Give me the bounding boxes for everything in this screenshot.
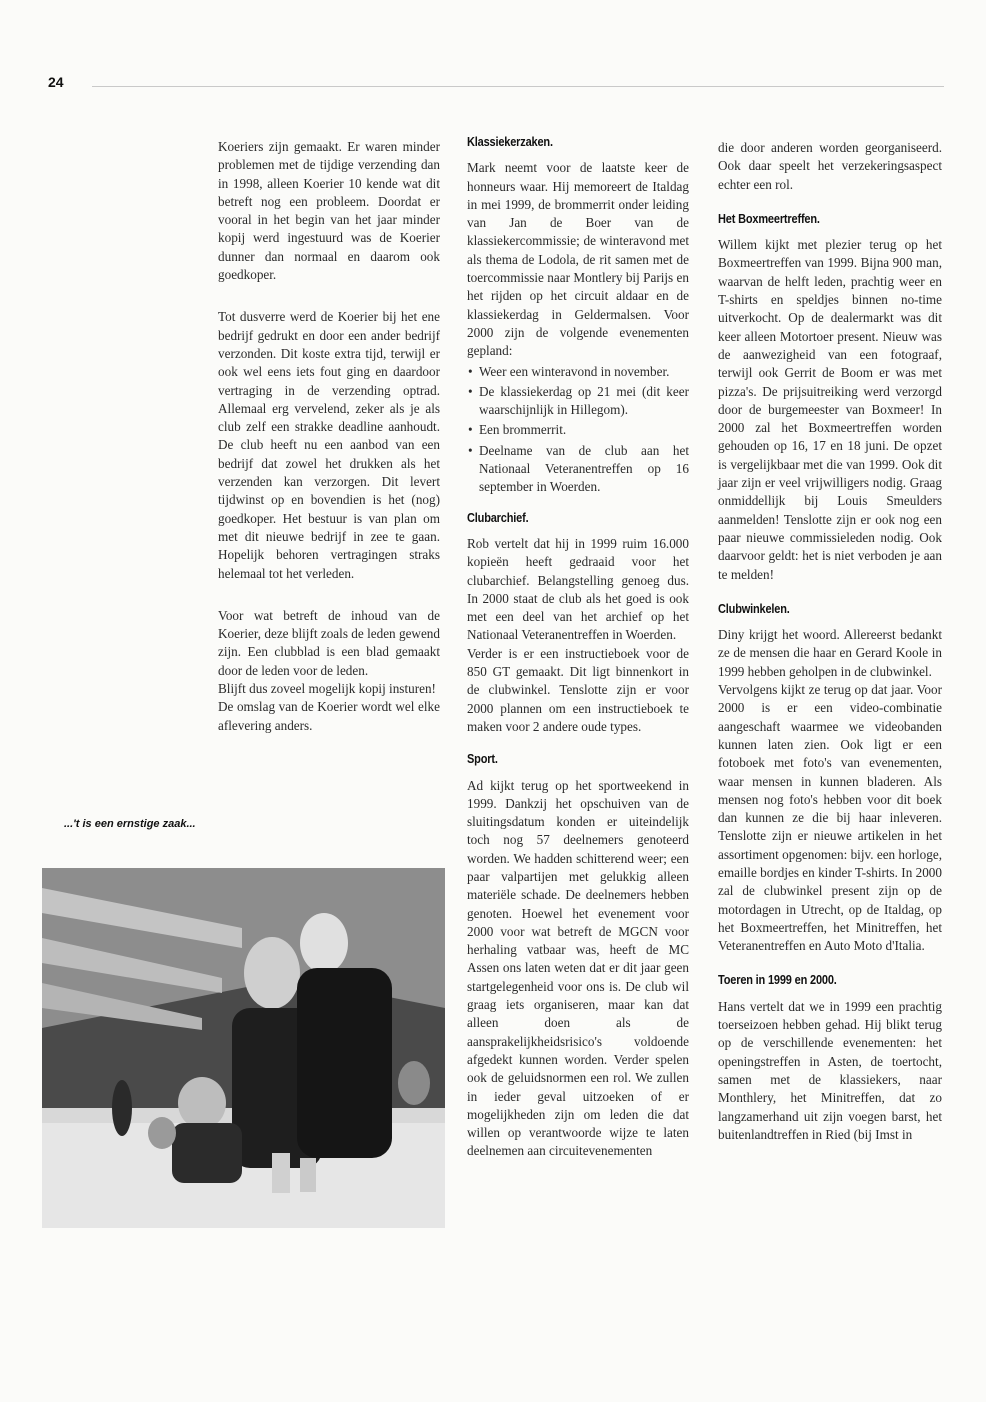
paragraph: Diny krijgt het woord. Allereerst bedankt ze de mensen die haar en Gerard Koole in 1999 hebben geholpen in de clubwinkel.: [718, 627, 942, 679]
meeting-photo-image: [42, 868, 445, 1228]
event-list: [467, 363, 689, 497]
paragraph: die door anderen worden georganiseerd. Ook daar speelt het verzekeringsaspect echter een rol.: [718, 140, 942, 192]
header-rule: [92, 86, 944, 87]
list-item: • De klassiekerdag op 21 mei (dit keer waarschijnlijk in Hillegom).: [479, 383, 689, 420]
section-heading: Toeren in 1999 en 2000.: [718, 973, 837, 988]
section-heading: Sport.: [467, 752, 498, 767]
paragraph: Rob vertelt dat hij in 1999 ruim 16.000 kopieën heeft gedraaid voor het clubarchief. Belangstelling genoeg dus. In 2000 staat de club als het goed is ook met een deel van het archief op het Nationaal Veteranentreffen in Woerden.: [467, 535, 689, 643]
paragraph: Verder is er een instructieboek voor de 850 GT gemaakt. Dit ligt binnenkort in de clubwinkel. Tenslotte zijn er voor 2000 plannen om een instructieboek te maken voor 2 andere oude types.: [467, 645, 689, 734]
list-item: • Weer een winteravond in november.: [479, 363, 689, 381]
paragraph: Koeriers zijn gemaakt. Er waren minder problemen met de tijdige verzending dan in 1998, alleen Koerier 10 kende wat dit betreft nog een probleem. Doordat er vooral in het begin van het jaar minder kopij werd ingestuurd was de Koerier dunner dan normaal en daarom ook goedkoper.: [218, 139, 440, 283]
paragraph: Ad kijkt terug op het sportweekend in 1999. Dankzij het opschuiven van de sluitingsdatum konden er uiteindelijk toch nog 57 deelnemers genoteerd worden. We hadden schitterend weer; een paar valpartijen met gelukkig alleen materiële schade. De deelnemers hebben genoten. Hoewel het evenement voor 2000 voor wat betreft de MGCN voor herhaling vatbaar was, heeft de MC Assen ons laten weten dat er dit jaar geen startgelegenheid voor ons is. De club wil graag iets organiseren, maar kan dat alleen doen als de aansprakelijkheidsrisico's voldoende afgedekt kunnen worden. Verder spelen ook de geluidsnormen een rol. We zullen in ieder geval uitzoeken of er mogelijkheden zijn om leden die dat willen op verantwoorde wijze te laten deelnemen aan circuitevenementen: [467, 777, 689, 1159]
column-right: [718, 139, 942, 1144]
photo-caption: ...'t is een ernstige zaak...: [64, 818, 196, 830]
meeting-photo: [42, 868, 445, 1228]
paragraph: Mark neemt voor de laatste keer de honneurs waar. Hij memoreert de Italdag in mei 1999, de brommerrit onder leiding van Jan de Boer van de klassiekercommissie; de winteravond met als thema de Lodola, de rit samen met de toercommissie naar Montlery bij Parijs en het rijden op het circuit aldaar en de klassiekerdag in Geldermalsen. Voor 2000 zijn de volgende evenementen gepland:: [467, 160, 689, 359]
paragraph: Voor wat betreft de inhoud van de Koerier, deze blijft zoals de leden gewend zijn. Een clubblad is een blad gemaakt door de leden voor de leden.: [218, 607, 440, 678]
column-middle: [467, 133, 689, 1161]
section-heading: Klassiekerzaken.: [467, 135, 553, 149]
section-heading: Clubarchief.: [467, 510, 529, 525]
paragraph: Tot dusverre werd de Koerier bij het ene bedrijf gedrukt en door een ander bedrijf verzonden. Dit koste extra tijd, terwijl er ook wel eens iets fout ging en daardoor vertraging in de verzending optrad. Allemaal erg vervelend, zeker als je als club zelf een strakke deadline aanhoudt. De club heeft nu een aanbod van een bedrijf dat zowel het drukken als het verzenden kan verzorgen. Dit levert tijdwinst op en bovendien is het (nog) goedkoper. Het bestuur is van plan om met dit nieuwe bedrijf in zee te gaan. Hopelijk behoren vertragingen straks helemaal tot het verleden.: [218, 309, 440, 581]
section-heading: Clubwinkelen.: [718, 601, 790, 616]
column-left: [218, 138, 440, 735]
paragraph: Willem kijkt met plezier terug op het Boxmeertreffen van 1999. Bijna 900 man, waarvan de helft leden, prachtig weer en T-shirts en speldjes binnen no-time uitverkocht. Op de dealermarkt was dit keer alleen Motortoer present. Nieuw was de aanwezigheid van een fotograaf, terwijl ook Gerrit de Boom er was met pizza's. De prijsuitreiking werd verzorgd door de burgemeester van Boxmeer! In 2000 zal het Boxmeertreffen worden gehouden op 16, 17 en 18 juni. De opzet is vergelijkbaar met die van 1999. Ook dit jaar zijn er veel vrijwilligers nodig. Graag onmiddellijk bij Louis Smeulders aanmelden! Tenslotte zijn er ook nog een paar nieuwe commissieleden nodig. Ook daarvoor geldt: het is niet verboden je aan te melden!: [718, 237, 942, 582]
list-item: • Deelname van de club aan het Nationaal Veteranentreffen op 16 september in Woerden.: [479, 442, 689, 497]
paragraph: Blijft dus zoveel mogelijk kopij insturen!: [218, 681, 436, 697]
paragraph: De omslag van de Koerier wordt wel elke aflevering anders.: [218, 699, 440, 733]
paragraph: Vervolgens kijkt ze terug op dat jaar. Voor 2000 is er een video-combinatie aangeschaft waarmee we videobanden kunnen laten zien. Ook ligt er een fotoboek met foto's van evenementen, waar mensen in kunnen bladeren. Als mensen nog foto's hebben voor dit boek dan kunnen ze die bij haar inleveren. Tenslotte zijn er nieuwe artikelen in het assortiment opgenomen: bijv. een horloge, emaille bordjes en kinder T-shirts. In 2000 zal de clubwinkel present zijn op de motordagen in Utrecht, op de Italdag, op het Boxmeertreffen, het Minitreffen, het Veteranentreffen en Auto Moto d'Italia.: [718, 682, 943, 954]
section-heading: Het Boxmeertreffen.: [718, 211, 820, 226]
list-item: • Een brommerrit.: [479, 421, 689, 439]
page-number: 24: [48, 74, 64, 90]
paragraph: Hans vertelt dat we in 1999 een prachtig toerseizoen hebben gehad. Hij blikt terug op de verschillende evenementen: het openingstreffen in Asten, de toertocht, samen met de klassiekers, naar Monthlery, het Minitreffen, dat zo langzamerhand uit zijn voegen barst, het buitenlandtreffen in Ried (bij Imst in: [718, 998, 942, 1142]
